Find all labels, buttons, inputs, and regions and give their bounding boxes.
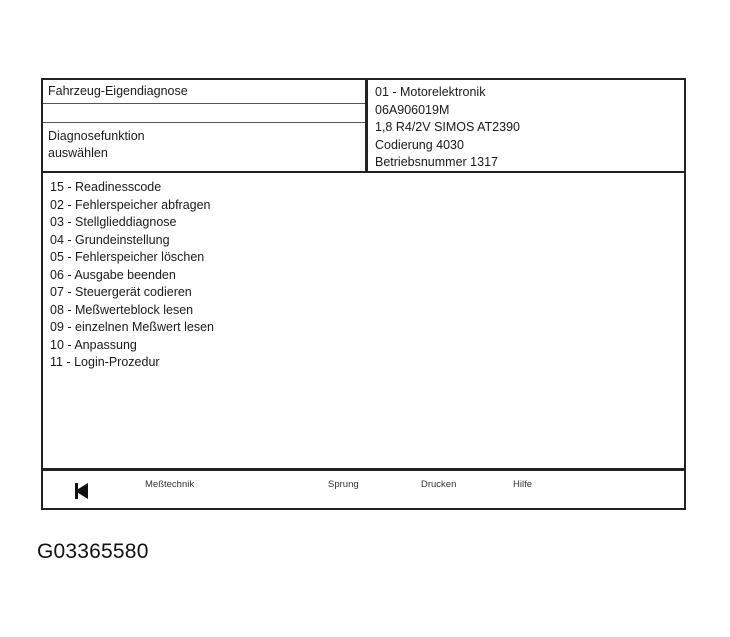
menu-item-end-output[interactable]: 06 - Ausgabe beenden: [50, 267, 176, 282]
menu-item-login-procedure[interactable]: 11 - Login-Prozedur: [50, 355, 160, 369]
figure-caption: G03365580: [37, 540, 149, 563]
menu-item-clear-fault-memory[interactable]: 05 - Fehlerspeicher löschen: [50, 250, 205, 264]
function-prompt: [48, 128, 145, 162]
footer-toolbar: [43, 471, 684, 508]
menu-item-read-fault-memory[interactable]: 02 - Fehlerspeicher abfragen: [50, 197, 211, 212]
function-line-1: Diagnosefunktion: [48, 129, 145, 143]
diagnostic-screen: [41, 78, 686, 510]
arrow-left-icon[interactable]: [75, 483, 88, 499]
divider: [43, 122, 365, 123]
header: [43, 80, 684, 173]
print-button[interactable]: Drucken: [421, 479, 457, 490]
menu-item-code-control-unit[interactable]: 07 - Steuergerät codieren: [50, 285, 192, 299]
engine-info: 1,8 R4/2V SIMOS AT2390: [375, 120, 520, 134]
menu-item-readiness-code[interactable]: 15 - Readinesscode: [50, 180, 162, 194]
menu-item-basic-setting[interactable]: 04 - Grundeinstellung: [50, 232, 170, 247]
module-name: 01 - Motorelektronik: [375, 85, 486, 99]
menu-item-read-measuring-block[interactable]: 08 - Meßwerteblock lesen: [50, 302, 194, 317]
operator-number: Betriebsnummer 1317: [375, 155, 498, 169]
help-button[interactable]: Hilfe: [513, 479, 533, 490]
header-left-panel: [43, 80, 368, 171]
menu-item-read-single-value[interactable]: 09 - einzelnen Meßwert lesen: [50, 320, 214, 334]
divider: [43, 103, 365, 104]
coding-info: Codierung 4030: [375, 137, 464, 152]
measuring-technology-button[interactable]: Meßtechnik: [145, 479, 195, 490]
menu-item-actuator-diagnosis[interactable]: 03 - Stellglieddiagnose: [50, 215, 177, 229]
function-menu: [43, 173, 684, 471]
part-number: 06A906019M: [375, 102, 450, 117]
menu-item-adaptation[interactable]: 10 - Anpassung: [50, 337, 137, 352]
function-line-2: auswählen: [48, 146, 108, 160]
jump-button[interactable]: Sprung: [328, 479, 359, 490]
control-unit-info: [371, 80, 682, 171]
page-title: Fahrzeug-Eigendiagnose: [48, 84, 188, 98]
